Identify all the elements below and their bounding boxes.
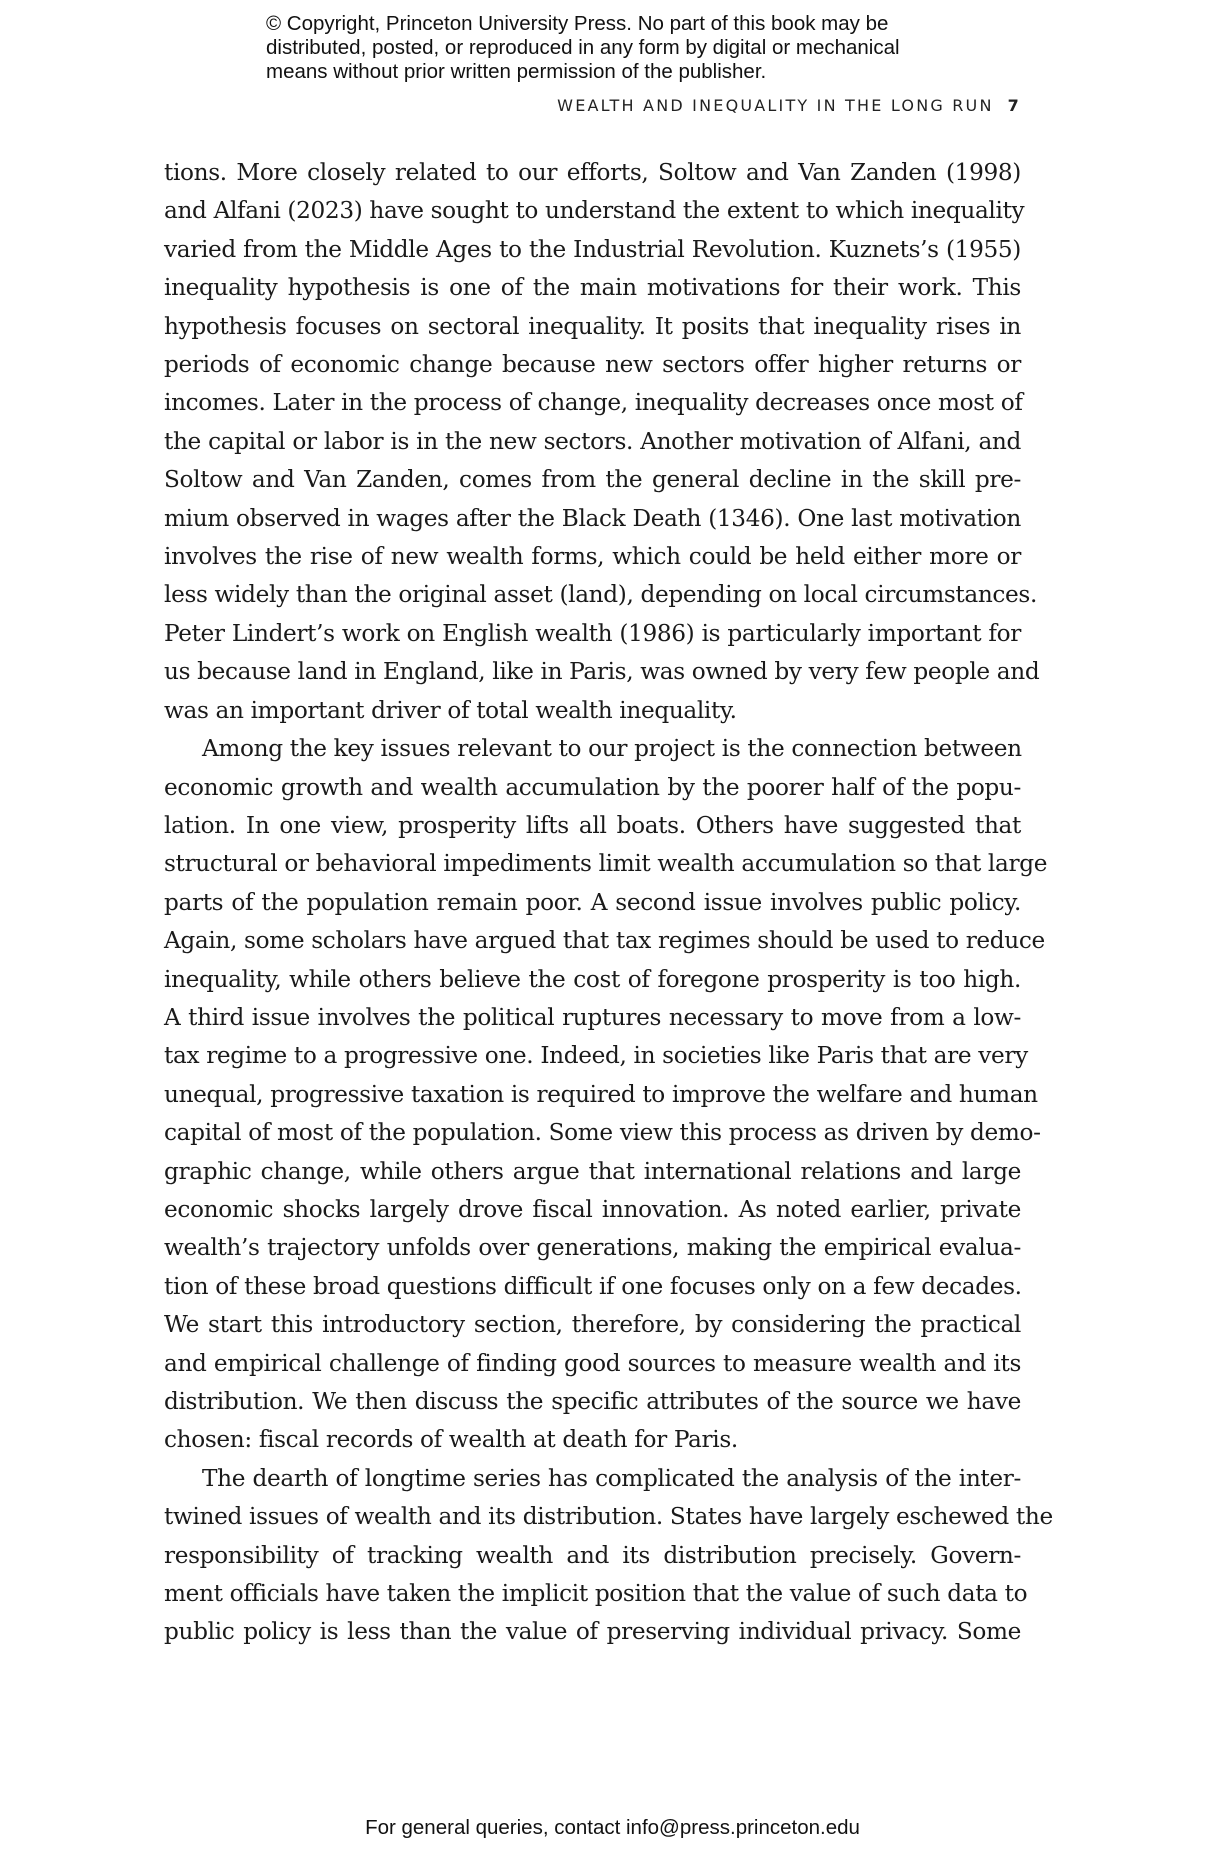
text-line: responsibility of tracking wealth and its distribution precisely. Govern- xyxy=(164,1541,1021,1569)
text-line: We start this introductory section, therefore, by considering the practical xyxy=(164,1311,1021,1339)
text-line: mium observed in wages after the Black Death (1346). One last motivation xyxy=(164,504,1021,532)
copyright-notice xyxy=(266,12,900,84)
text-line: chosen: fiscal records of wealth at death for Paris. xyxy=(164,1426,738,1454)
text-line: graphic change, while others argue that international relations and large xyxy=(164,1157,1021,1185)
text-line: inequality, while others believe the cost of foregone prosperity is too high. xyxy=(164,965,1021,993)
copyright-line: distributed, posted, or reproduced in any form by digital or mechanical xyxy=(266,36,900,59)
body-text xyxy=(164,154,1053,1652)
text-line: parts of the population remain poor. A second issue involves public policy. xyxy=(164,888,1021,916)
text-line: Soltow and Van Zanden, comes from the general decline in the skill pre- xyxy=(164,466,1021,494)
paragraph xyxy=(164,730,1048,1460)
text-line: ment officials have taken the implicit position that the value of such data to xyxy=(164,1580,1028,1608)
paragraph xyxy=(164,154,1040,730)
text-line: economic shocks largely drove fiscal innovation. As noted earlier, private xyxy=(164,1195,1021,1223)
text-line: Peter Lindert’s work on English wealth (1986) is particularly important for xyxy=(164,619,1021,647)
text-line: the capital or labor is in the new sectors. Another motivation of Alfani, and xyxy=(164,427,1021,455)
text-line: twined issues of wealth and its distribution. States have largely eschewed the xyxy=(164,1503,1053,1531)
text-line: and empirical challenge of finding good sources to measure wealth and its xyxy=(164,1349,1021,1377)
text-line: economic growth and wealth accumulation by the poorer half of the popu- xyxy=(164,773,1021,801)
text-line: involves the rise of new wealth forms, which could be held either more or xyxy=(164,543,1021,571)
text-line: and Alfani (2023) have sought to understand the extent to which inequality xyxy=(164,197,1025,225)
footer-contact: For general queries, contact info@press.princeton.edu xyxy=(365,1816,860,1839)
text-line: us because land in England, like in Paris, was owned by very few people and xyxy=(164,658,1040,686)
running-head-title: WEALTH AND INEQUALITY IN THE LONG RUN xyxy=(557,96,994,115)
text-line: wealth’s trajectory unfolds over generations, making the empirical evalua- xyxy=(164,1234,1021,1262)
page-number: 7 xyxy=(1007,96,1021,115)
text-line: A third issue involves the political ruptures necessary to move from a low- xyxy=(164,1003,1021,1031)
text-line: hypothesis focuses on sectoral inequality. It posits that inequality rises in xyxy=(164,312,1021,340)
text-line: public policy is less than the value of preserving individual privacy. Some xyxy=(164,1618,1021,1646)
text-line: incomes. Later in the process of change, inequality decreases once most of xyxy=(164,389,1023,417)
paragraph xyxy=(164,1460,1053,1652)
text-line: inequality hypothesis is one of the main motivations for their work. This xyxy=(164,274,1021,302)
copyright-line: © Copyright, Princeton University Press. No part of this book may be xyxy=(266,12,889,35)
text-line: tions. More closely related to our efforts, Soltow and Van Zanden (1998) xyxy=(164,159,1021,186)
text-line: distribution. We then discuss the specific attributes of the source we have xyxy=(164,1388,1021,1415)
copyright-line: means without prior written permission of the publisher. xyxy=(266,60,767,83)
text-line: Again, some scholars have argued that tax regimes should be used to reduce xyxy=(164,927,1045,955)
text-line: tax regime to a progressive one. Indeed, in societies like Paris that are very xyxy=(164,1042,1028,1070)
text-line: was an important driver of total wealth inequality. xyxy=(164,696,737,724)
text-line: The dearth of longtime series has complicated the analysis of the inter- xyxy=(202,1464,1021,1492)
text-line: capital of most of the population. Some view this process as driven by demo- xyxy=(164,1119,1041,1147)
running-head xyxy=(557,96,1021,115)
text-line: unequal, progressive taxation is required to improve the welfare and human xyxy=(164,1080,1038,1108)
text-line: Among the key issues relevant to our project is the connection between xyxy=(202,735,1022,763)
text-line: lation. In one view, prosperity lifts all boats. Others have suggested that xyxy=(164,811,1021,839)
text-line: periods of economic change because new sectors offer higher returns or xyxy=(164,351,1021,379)
text-line: structural or behavioral impediments limit wealth accumulation so that large xyxy=(164,850,1048,878)
text-line: varied from the Middle Ages to the Industrial Revolution. Kuznets’s (1955) xyxy=(164,235,1021,263)
text-line: less widely than the original asset (land), depending on local circumstances. xyxy=(164,581,1038,609)
text-line: tion of these broad questions difficult if one focuses only on a few decades. xyxy=(164,1272,1022,1300)
